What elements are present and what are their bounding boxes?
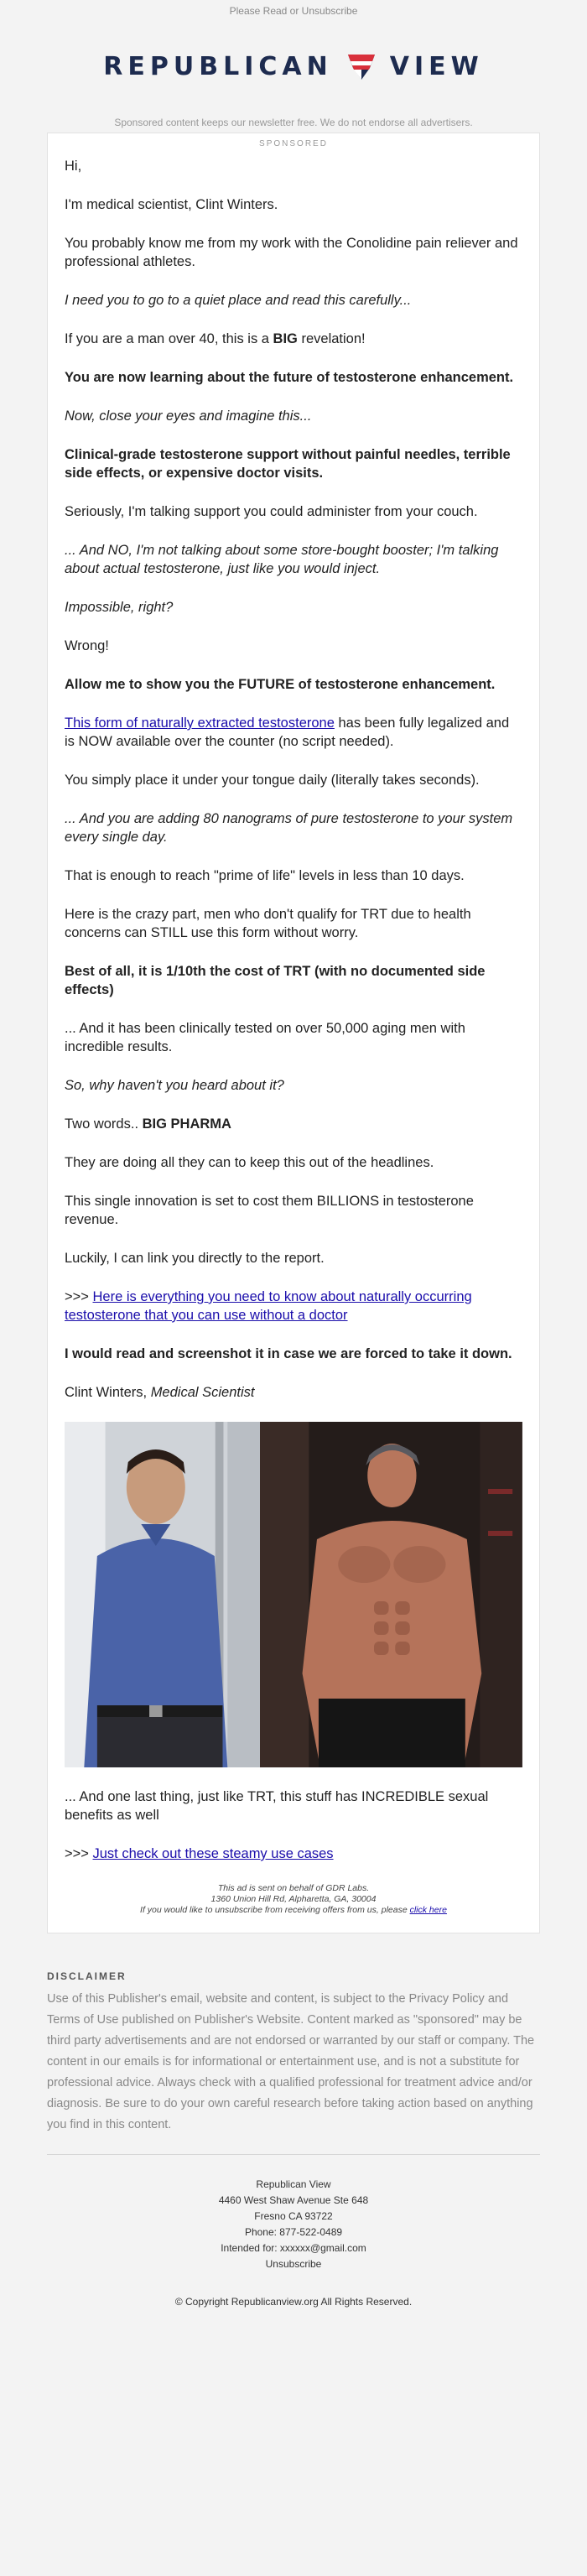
advertiser-footnote [65,1883,522,1916]
allow-me-paragraph: Allow me to show you the FUTURE of testosterone enhancement. [65,677,496,692]
signature-title: Medical Scientist [150,1385,255,1400]
quiet-place-paragraph: I need you to go to a quiet place and read this carefully... [65,293,412,308]
footnote-sender: This ad is sent on behalf of GDR Labs. [217,1883,370,1893]
read-or-unsubscribe-link[interactable]: Please Read or Unsubscribe [229,5,358,17]
sponsored-label: SPONSORED [259,139,328,148]
ad-card [47,133,540,1933]
big-pharma: BIG PHARMA [142,1116,231,1132]
steamy-link[interactable]: Just check out these steamy use cases [92,1846,334,1861]
crazy-paragraph: Here is the crazy part, men who don't qualify for TRT due to health concerns can STILL use this form without worry. [65,907,471,940]
footnote-unsubscribe [65,1905,522,1916]
impossible-paragraph: Impossible, right? [65,600,174,615]
prime-paragraph: That is enough to reach "prime of life" levels in less than 10 days. [65,868,465,883]
tongue-paragraph: You simply place it under your tongue daily (literally takes seconds). [65,773,480,788]
over40-big: BIG [273,331,298,346]
greeting: Hi, [65,159,82,174]
brand-name-right: VIEW [389,51,484,81]
know-me-paragraph: You probably know me from my work with the Conolidine pain reliever and professional athletes. [65,236,518,269]
footnote-unsub-text: If you would like to unsubscribe from receiving offers from us, please [140,1905,410,1915]
arrows: >>> [65,1289,93,1304]
last-thing-paragraph: ... And one last thing, just like TRT, this stuff has INCREDIBLE sexual benefits as well [65,1789,489,1823]
intro-paragraph: I'm medical scientist, Clint Winters. [65,197,278,212]
report-link[interactable]: Here is everything you need to know about naturally occurring testosterone that you can use without a doctor [65,1289,472,1323]
over40-paragraph [65,330,522,348]
signature [65,1383,522,1402]
after-photo [260,1422,522,1767]
luckily-paragraph: Luckily, I can link you directly to the report. [65,1251,325,1266]
learning-paragraph: You are now learning about the future of testosterone enhancement. [65,370,514,385]
publisher-address [0,2177,587,2272]
click-here-link[interactable]: click here [409,1905,447,1915]
flag-shield-logo-icon [345,49,378,83]
brand-header [0,20,587,112]
disclaimer-section [47,1970,540,2136]
brand-name-left: REPUBLICAN [103,51,333,81]
imagine-paragraph: Now, close your eyes and imagine this... [65,409,312,424]
over40-pre: If you are a man over 40, this is a [65,331,273,346]
arrows: >>> [65,1846,93,1861]
naturally-extracted-link[interactable]: This form of naturally extracted testosterone [65,716,335,731]
sponsor-notice: Sponsored content keeps our newsletter free. We do not endorse all advertisers. [114,117,473,128]
footnote-address: 1360 Union Hill Rd, Alpharetta, GA, 30004 [210,1894,377,1904]
keep-out-paragraph: They are doing all they can to keep this out of the headlines. [65,1155,434,1170]
disclaimer-body: Use of this Publisher's email, website and content, is subject to the Privacy Policy and Terms of Use published on Publisher's Website. Content marked as "sponsored" may be third party advertisements and are not endorsed or warranted by our staff or company. The content in our emails is for informational or entertainment use, and is not a substitute for professional advice. Always check with a qualified professional for treatment advice and/or diagnosis. Be sure to do your own careful research before taking action based on anything you find in this content. [47,1992,535,2131]
message-body [65,157,522,1863]
two-words-paragraph [65,1115,522,1133]
steamy-paragraph [65,1845,522,1863]
best-paragraph: Best of all, it is 1/10th the cost of TRT (with no documented side effects) [65,964,486,997]
signature-name: Clint Winters, [65,1385,151,1400]
unsubscribe-link[interactable]: Unsubscribe [265,2258,322,2270]
wrong-paragraph: Wrong! [65,638,109,653]
publisher-phone: Phone: 877-522-0489 [244,2226,343,2238]
man-blue-shirt-image [65,1422,260,1767]
publisher-name: Republican View [256,2178,331,2190]
two-words-pre: Two words.. [65,1116,143,1132]
copyright: © Copyright Republicanview.org All Rights Reserved. [174,2296,413,2308]
disclaimer-heading: DISCLAIMER [47,1970,127,1982]
clinical-paragraph: Clinical-grade testosterone support without painful needles, terrible side effects, or expensive doctor visits. [65,447,511,481]
form-paragraph [65,714,522,751]
screenshot-paragraph: I would read and screenshot it in case we are forced to take it down. [65,1346,512,1361]
why-paragraph: So, why haven't you heard about it? [65,1078,284,1093]
publisher-street: 4460 West Shaw Avenue Ste 648 [218,2194,369,2206]
nanograms-paragraph: ... And you are adding 80 nanograms of pure testosterone to your system every single day. [65,811,513,845]
and-no-paragraph: ... And NO, I'm not talking about some store-bought booster; I'm talking about actual testosterone, just like you would inject. [65,543,499,576]
tested-paragraph: ... And it has been clinically tested on over 50,000 aging men with incredible results. [65,1021,465,1054]
form-rest: has been fully legalized and is NOW available over the counter (no script needed). [65,716,510,749]
before-after-photos[interactable] [65,1422,522,1767]
report-paragraph [65,1288,522,1324]
before-photo [65,1422,260,1767]
billions-paragraph: This single innovation is set to cost them BILLIONS in testosterone revenue. [65,1194,474,1227]
preheader [0,0,587,20]
seriously-paragraph: Seriously, I'm talking support you could administer from your couch. [65,504,478,519]
muscular-man-image [260,1422,522,1767]
over40-post: revelation! [297,331,366,346]
footer-divider [47,2154,540,2155]
intended-recipient: Intended for: xxxxxx@gmail.com [221,2242,366,2254]
publisher-city: Fresno CA 93722 [254,2210,333,2222]
